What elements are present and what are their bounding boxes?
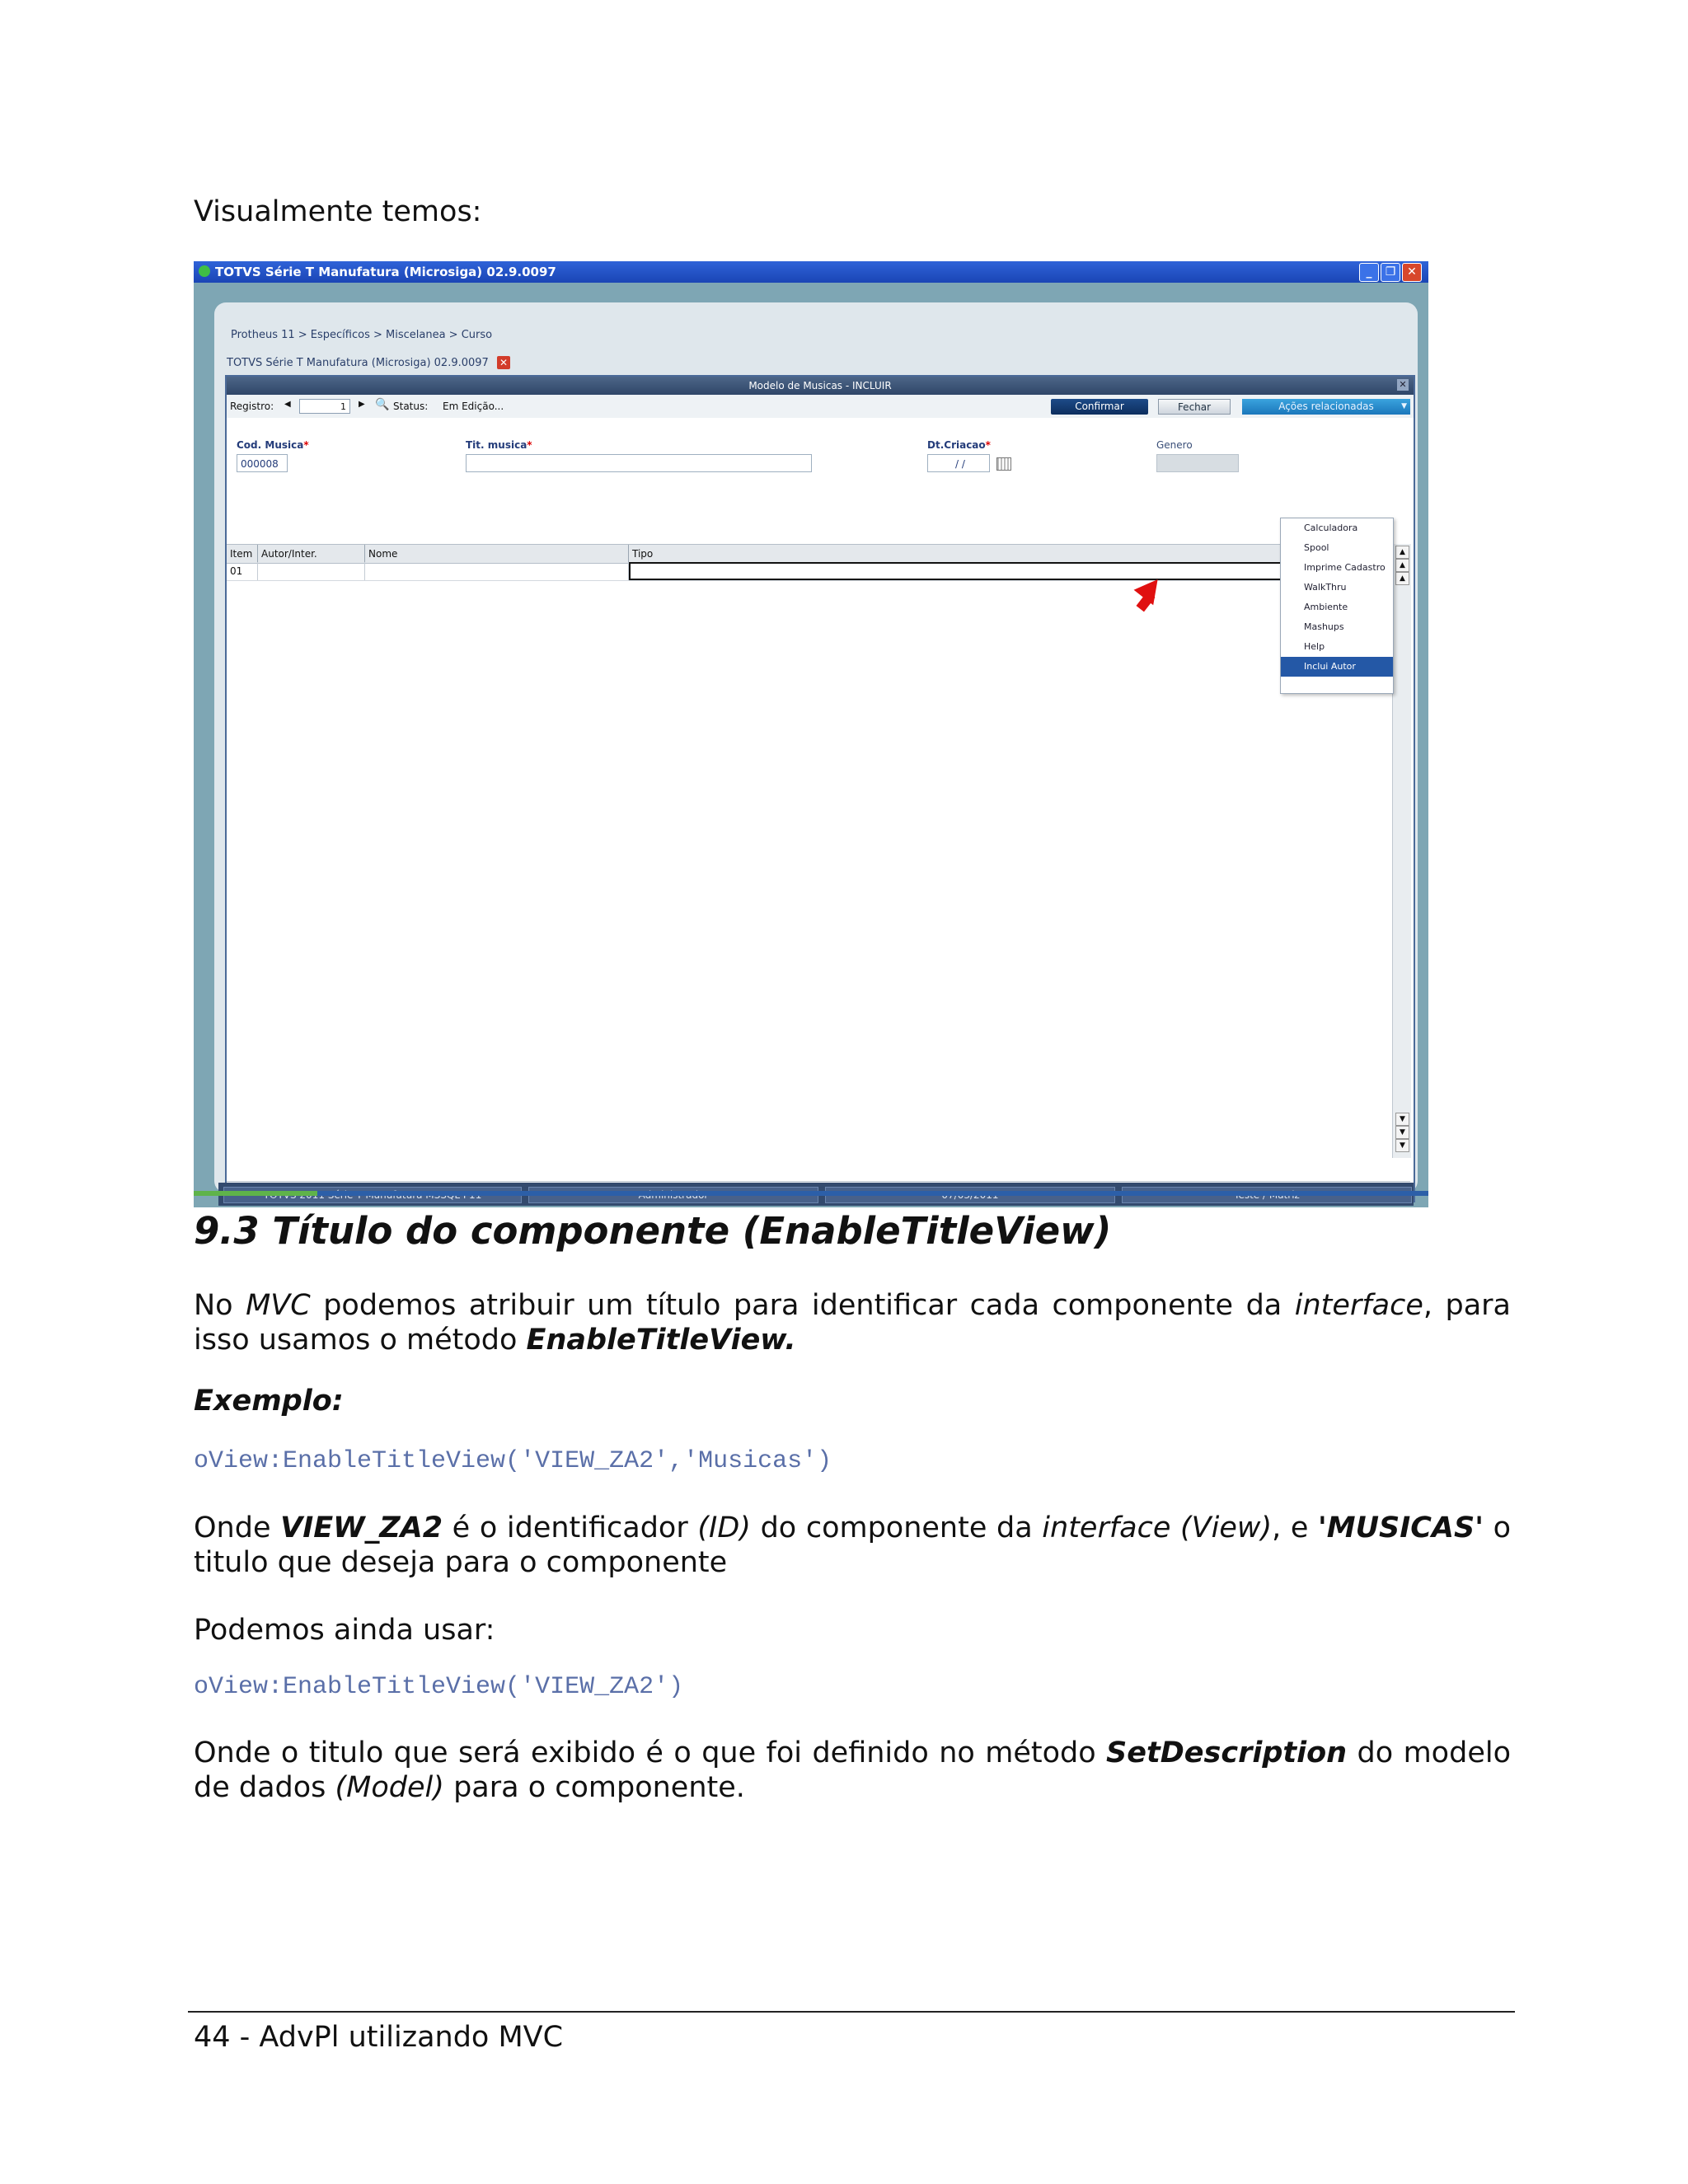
paragraph-2: Onde VIEW_ZA2 é o identificador (ID) do componente da interface (View), e 'MUSICAS' o titulo que deseja para o componente	[194, 1511, 1511, 1579]
dt-criacao-label: Dt.Criacao*	[927, 439, 991, 451]
menu-item-inclui-autor[interactable]: Inclui Autor	[1281, 657, 1393, 677]
related-actions-label: Ações relacionadas	[1278, 401, 1374, 412]
related-actions-button[interactable]	[1242, 399, 1410, 415]
minimize-icon[interactable]: _	[1359, 263, 1379, 282]
form-title: Modelo de Musicas - INCLUIR	[748, 380, 892, 391]
scroll-pagedown-icon[interactable]: ▼	[1395, 1126, 1409, 1139]
next-record-icon[interactable]: ▶	[359, 400, 365, 409]
genero-input[interactable]	[1156, 454, 1239, 472]
scroll-up-icon[interactable]: ▲	[1395, 572, 1409, 585]
paragraph-3: Podemos ainda usar:	[194, 1614, 495, 1647]
app-logo-icon	[199, 265, 210, 277]
status-value: Em Edição...	[443, 401, 504, 412]
table-row[interactable]	[227, 562, 1390, 581]
menu-item-help[interactable]: Help	[1304, 641, 1325, 652]
window-titlebar	[194, 261, 1428, 283]
scroll-down-icon[interactable]: ▼	[1395, 1113, 1409, 1126]
paragraph-4: Onde o titulo que será exibido é o que foi definido no método SetDescription do modelo de dados (Model) para o componente.	[194, 1736, 1511, 1804]
search-icon[interactable]: 🔍	[375, 398, 390, 411]
code-example-2: oView:EnableTitleView('VIEW_ZA2')	[194, 1673, 684, 1701]
vertical-scrollbar[interactable]	[1392, 544, 1411, 1158]
menu-item-calculadora[interactable]: Calculadora	[1304, 523, 1358, 533]
genero-label: Genero	[1156, 439, 1193, 451]
prev-record-icon[interactable]: ◀	[284, 400, 291, 409]
col-autor[interactable]: Autor/Inter.	[258, 545, 365, 563]
tit-musica-input[interactable]	[466, 454, 812, 472]
cod-musica-label: Cod. Musica*	[237, 439, 309, 451]
confirm-button[interactable]: Confirmar	[1051, 399, 1148, 415]
tab-close-icon[interactable]: ✕	[497, 356, 510, 369]
breadcrumb[interactable]: Protheus 11 > Específicos > Miscelanea > Curso	[231, 329, 493, 341]
cell-item[interactable]: 01	[227, 562, 258, 580]
dt-criacao-input[interactable]: / /	[927, 454, 990, 472]
example-label: Exemplo:	[194, 1385, 344, 1418]
registro-label: Registro:	[230, 401, 274, 412]
cod-musica-input[interactable]: 000008	[237, 454, 288, 472]
grid-header	[227, 544, 1390, 564]
form-close-icon[interactable]: ✕	[1397, 379, 1409, 391]
status-label: Status:	[393, 401, 429, 412]
menu-item-imprime-cadastro[interactable]: Imprime Cadastro	[1304, 562, 1386, 573]
window-title: TOTVS Série T Manufatura (Microsiga) 02.9.0097	[215, 265, 556, 279]
col-tipo[interactable]: Tipo	[629, 545, 1390, 563]
page-footer: 44 - AdvPl utilizando MVC	[194, 2021, 564, 2054]
menu-item-ambiente[interactable]: Ambiente	[1304, 602, 1348, 612]
close-icon[interactable]: ✕	[1402, 263, 1422, 282]
registro-input[interactable]: 1	[299, 399, 350, 414]
window-body	[194, 283, 1428, 1207]
scroll-bottom-icon[interactable]: ▼	[1395, 1139, 1409, 1152]
cell-autor[interactable]	[258, 562, 365, 580]
paragraph-1: No MVC podemos atribuir um título para identificar cada componente da interface, para isso usamos o método EnableTitleView.	[194, 1289, 1511, 1357]
cell-nome[interactable]	[365, 562, 629, 580]
intro-text: Visualmente temos:	[194, 195, 482, 228]
screenshot-bottom-line	[194, 1191, 1428, 1196]
form-titlebar	[227, 377, 1414, 395]
tit-musica-label: Tit. musica*	[466, 439, 532, 451]
maximize-icon[interactable]: ❐	[1381, 263, 1400, 282]
calendar-icon[interactable]	[996, 457, 1011, 471]
chevron-down-icon: ▼	[1401, 402, 1407, 410]
cell-tipo[interactable]	[629, 562, 1390, 580]
menu-item-mashups[interactable]: Mashups	[1304, 621, 1344, 632]
col-nome[interactable]: Nome	[365, 545, 629, 563]
close-button[interactable]: Fechar	[1158, 399, 1231, 415]
section-heading: 9.3 Título do componente (EnableTitleView)	[194, 1209, 1112, 1253]
menu-item-spool[interactable]: Spool	[1304, 542, 1329, 553]
scroll-top-icon[interactable]: ▲	[1395, 546, 1409, 559]
scroll-pageup-icon[interactable]: ▲	[1395, 559, 1409, 572]
form-window	[225, 375, 1415, 1202]
menu-item-walkthru[interactable]: WalkThru	[1304, 582, 1347, 593]
app-screenshot	[194, 261, 1428, 1207]
tab-title[interactable]: TOTVS Série T Manufatura (Microsiga) 02.9.0097	[227, 357, 489, 369]
footer-rule	[188, 2011, 1515, 2013]
related-actions-menu	[1280, 518, 1394, 694]
form-toolbar	[227, 395, 1414, 418]
col-item[interactable]: Item	[227, 545, 258, 563]
code-example-1: oView:EnableTitleView('VIEW_ZA2','Musicas')	[194, 1447, 832, 1475]
